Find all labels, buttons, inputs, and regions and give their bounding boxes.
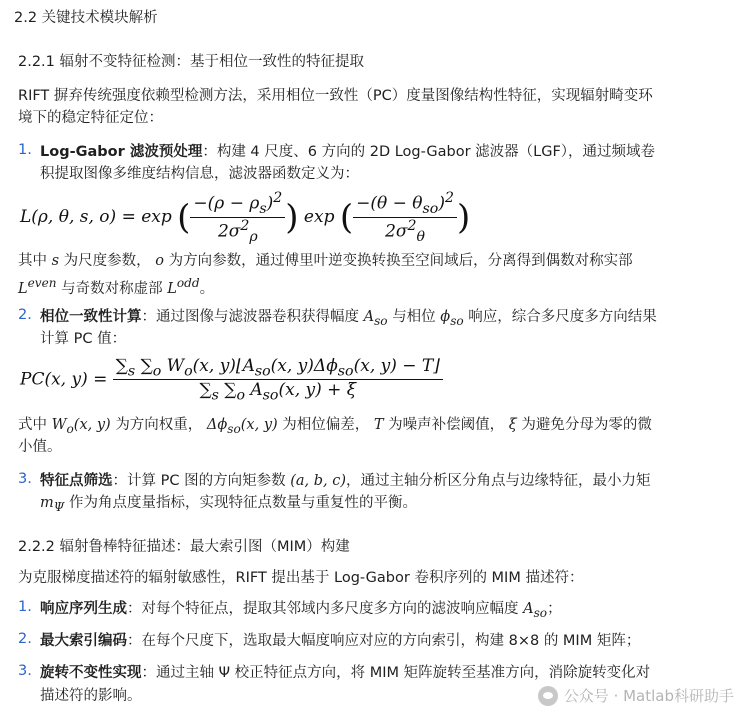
list-number-2: 2. — [18, 307, 32, 323]
s2-item-3-heading: 旋转不变性实现 — [40, 665, 142, 681]
s2-list-number-2: 2. — [18, 631, 32, 647]
item-2-line-1 — [40, 307, 657, 331]
item-2-text-a: ：通过图像与滤波器卷积获得幅度 — [141, 309, 359, 325]
item-1-line-1 — [40, 142, 655, 162]
item-3-text-a: ：计算 PC 图的方向矩参数 — [112, 473, 286, 489]
pc-note-d: 为噪声补偿阈值， — [388, 417, 505, 433]
intro-line-1: RIFT 摒弃传统强度依赖型检测方法，采用相位一致性（PC）度量图像结构性特征，实现辐射畸变环 — [18, 88, 653, 104]
list-number-3: 3. — [18, 471, 32, 487]
s2-item-3 — [40, 663, 650, 683]
item-3-heading: 特征点筛选 — [40, 473, 113, 489]
lgf-note-line-1 — [18, 251, 633, 271]
pc-formula: PC(x, y) = $\frac{\sum_s \sum_o W_o(x, y)⌊A_{so}(x, y)\Delta\phi_{so}(x, y) - T⌋}{\sum_s \sum_o A_{so}(x, y) + \xi}$ — [20, 356, 443, 404]
s2-item-1 — [40, 599, 562, 623]
item-1-line-2: 积提取图像多维度结构信息，滤波器函数定义为： — [40, 166, 359, 182]
lgf-note-b: 为尺度参数， — [63, 253, 151, 269]
item-1-heading: Log-Gabor 滤波预处理 — [40, 144, 203, 160]
math-a-so-2: $A_{so}$ — [523, 601, 548, 620]
pc-note-line-1 — [18, 415, 652, 439]
s2-item-1-tail: ； — [547, 601, 562, 617]
s2-item-1-heading: 响应序列生成 — [40, 601, 127, 617]
s2-item-2-text: ：在每个尺度下，选取最大幅度响应对应的方向索引，构建 8×8 的 MIM 矩阵； — [127, 633, 641, 649]
watermark — [538, 685, 734, 706]
item-3-line-1 — [40, 471, 651, 491]
math-l-odd: $L^{odd}$ — [167, 276, 200, 297]
item-3-line-2 — [40, 493, 417, 517]
math-s: s — [51, 253, 60, 269]
s2-item-3-text: ：通过主轴 Ψ 校正特征点方向，将 MIM 矩阵旋转至基准方向，消除旋转变化对 — [141, 665, 651, 681]
math-o: o — [155, 253, 165, 269]
math-l-even: $L^{even}$ — [18, 276, 57, 297]
item-1-text-1: ：构建 4 尺度、6 方向的 2D Log-Gabor 滤波器（LGF），通过频域卷 — [202, 144, 656, 160]
s2-item-3-line-2: 描述符的影响。 — [40, 688, 142, 704]
subsection-2-title: 2.2.2 辐射鲁棒特征描述：最大索引图（MIM）构建 — [18, 539, 350, 555]
lgf-note-line-2 — [18, 273, 214, 299]
s2-item-1-text: ：对每个特征点，提取其邻域内多尺度多方向的滤波响应幅度 — [127, 601, 519, 617]
item-2-text-b: 与相位 — [392, 309, 436, 325]
pc-note-c: 为相位偏差， — [282, 417, 370, 433]
math-xi: ξ — [508, 417, 517, 433]
intro-line-2: 境下的稳定特征定位： — [18, 110, 163, 126]
item-3-text-b: ，通过主轴分析区分角点与边缘特征，最小力矩 — [346, 473, 651, 489]
pc-note-line-2: 小值。 — [18, 439, 62, 455]
lgf-note-c: 为方向参数，通过傅里叶逆变换转换至空间域后，分离得到偶数对称实部 — [168, 253, 633, 269]
subsection-1-title: 2.2.1 辐射不变特征检测：基于相位一致性的特征提取 — [18, 54, 365, 70]
math-abc: (a, b, c) — [290, 473, 347, 489]
math-a-so: $A_{so}$ — [363, 309, 388, 328]
item-3-text-c: 作为角点度量指标，实现特征点数量与重复性的平衡。 — [68, 495, 417, 511]
lgf-note-e: 。 — [199, 280, 215, 297]
math-delta-phi: $\Delta\phi_{so}(x$, y) — [206, 417, 278, 436]
item-2-line-2: 计算 PC 值： — [40, 331, 127, 347]
lgf-note-a: 其中 — [18, 253, 47, 269]
math-w-o: $W_o(x$, y) — [51, 417, 111, 436]
pc-note-b: 为方向权重， — [115, 417, 203, 433]
pc-note-e: 为避免分母为零的微 — [521, 417, 652, 433]
subsection-2-intro: 为克服梯度描述符的辐射敏感性，RIFT 提出基于 Log-Gabor 卷积序列的 MIM 描述符： — [18, 570, 584, 586]
item-2-heading: 相位一致性计算 — [40, 309, 142, 325]
lgf-formula: L(ρ, θ, s, o) = exp ( $\frac{-(\rho - \rho_s)^2}{2\sigma^2_\rho}$ ) exp ( $\frac{-(\theta - \theta_{so})^2}{2\sigma^2_\theta}$ ) — [20, 190, 471, 246]
math-phi-so: $\phi_{so}$ — [440, 309, 464, 328]
pc-note-a: 式中 — [18, 417, 47, 433]
math-m-psi: $m_\Psi$ — [40, 495, 65, 514]
s2-item-2 — [40, 631, 640, 651]
s2-list-number-3: 3. — [18, 663, 32, 679]
s2-item-2-heading: 最大索引编码 — [40, 633, 127, 649]
wechat-icon — [538, 686, 558, 706]
s2-list-number-1: 1. — [18, 599, 32, 615]
watermark-text: 公众号 · Matlab科研助手 — [563, 687, 734, 705]
section-title: 2.2 关键技术模块解析 — [14, 10, 158, 26]
lgf-note-d: 与奇数对称虚部 — [61, 280, 163, 297]
item-2-text-c: 响应，综合多尺度多方向结果 — [468, 309, 657, 325]
list-number-1: 1. — [18, 142, 32, 158]
math-t: T — [373, 417, 384, 433]
